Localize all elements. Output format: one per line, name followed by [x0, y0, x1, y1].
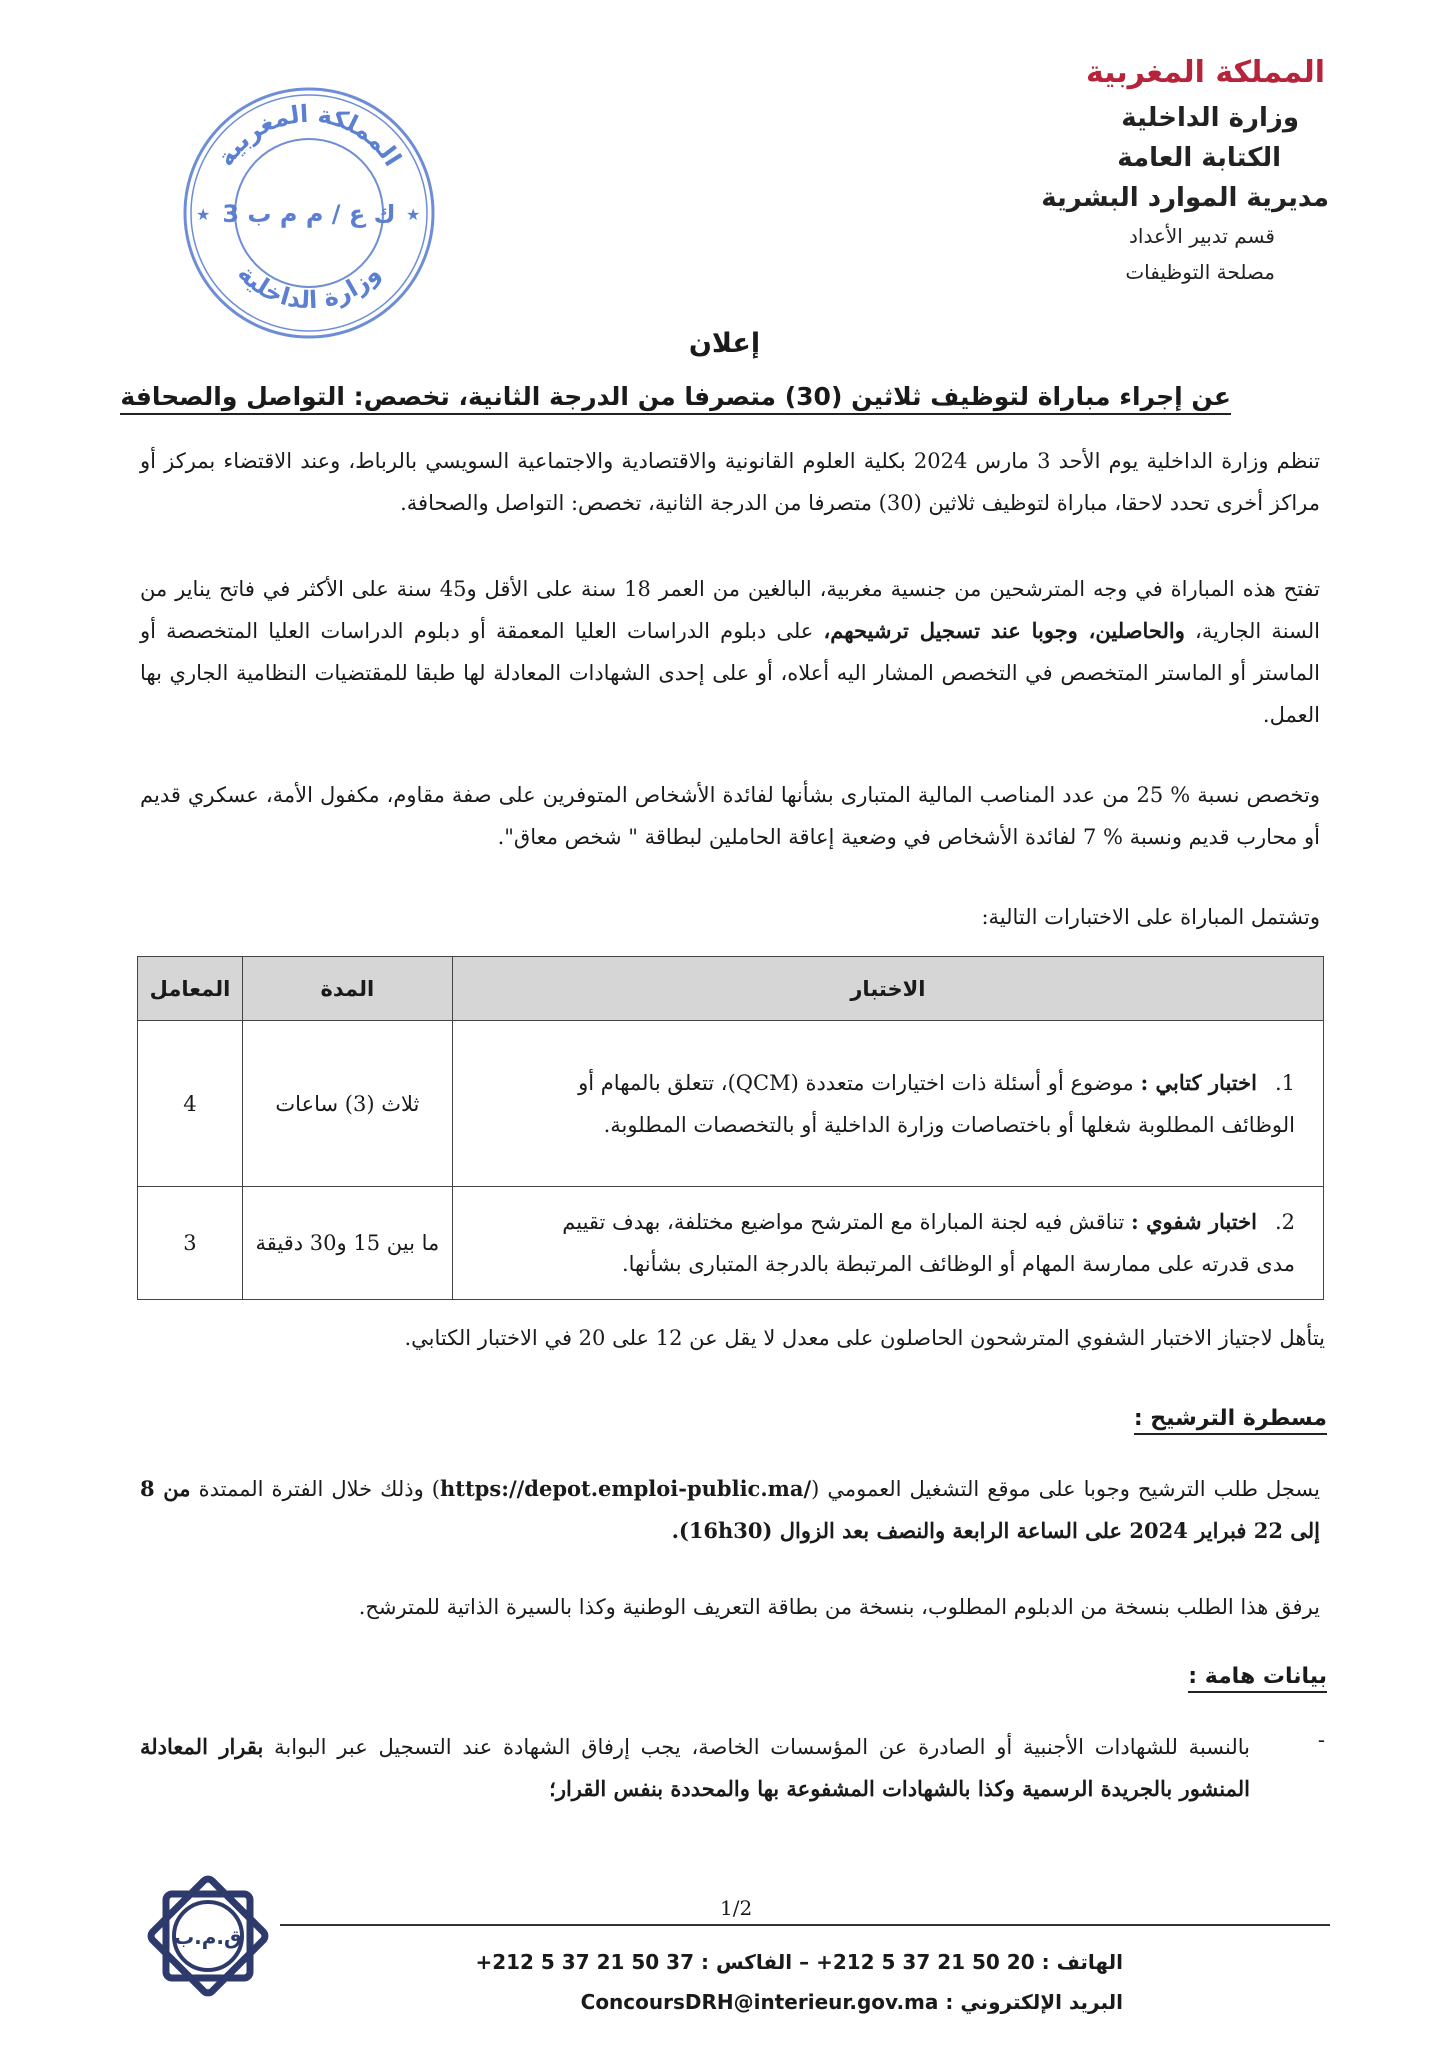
application-text-a: يسجل طلب الترشيح وجوبا على موقع التشغيل العمومي ( [811, 1477, 1321, 1501]
notes-title: بيانات هامة : [1188, 1664, 1327, 1693]
application-text-b: ) وذلك خلال الفترة الممتدة [190, 1477, 441, 1501]
notes-dash: - [1317, 1728, 1325, 1752]
paragraph-eligibility [140, 568, 1320, 736]
eligibility-text-bold: والحاصلين، وجوبا عند تسجيل ترشيحهم، [823, 618, 1185, 643]
paragraph-application [140, 1468, 1320, 1552]
fax-number: +212 5 37 21 50 37 [475, 1950, 695, 1974]
application-deadline: من 8 إلى 22 فبراير 2024 على الساعة الرابعة والنصف بعد الزوال (16h30). [140, 1476, 1320, 1543]
header-test: الاختبار [452, 957, 1323, 1021]
eligibility-text-a: تفتح هذه المباراة في وجه المترشحين من جنسية مغربية، البالغين من العمر 18 سنة على الأقل و45 سنة على الأكثر في فاتح يناير من السنة الجارية، [140, 577, 1321, 643]
announcement-title: إعلان [688, 328, 761, 359]
secretariat-name: الكتابة العامة [1117, 143, 1281, 173]
directorate-name: مديرية الموارد البشرية [1041, 183, 1329, 213]
announcement-subject: عن إجراء مباراة لتوظيف ثلاثين (30) متصرفا من الدرجة الثانية، تخصص: التواصل والصحافة [120, 382, 1231, 415]
test-desc-text: تناقش فيه لجنة المباراة مع المترشح مواضيع مختلفة، بهدف تقييم مدى قدرته على ممارسة المهام أو الوظائف المرتبطة بالدرجة المتبارى بشأنها. [562, 1210, 1295, 1276]
division-name: قسم تدبير الأعداد [1129, 224, 1275, 248]
stamp-inner-text: ك ع / م م ب 3 [222, 200, 396, 228]
email-label: البريد الإلكتروني : [945, 1990, 1123, 2014]
email-address[interactable]: ConcoursDRH@interieur.gov.ma [580, 1990, 939, 2014]
paragraph-quotas: وتخصص نسبة % 25 من عدد المناصب المالية المتبارى بشأنها لفائدة الأشخاص المتوفرين على صفة مقاوم، مكفول الأمة، عسكري قديم أو محارب قديم ونسبة % 7 لفائدة الأشخاص في وضعية إعاقة الحاملين لبطاقة " شخص معاق". [140, 783, 1320, 849]
paragraph-exam-date: تنظم وزارة الداخلية يوم الأحد 3 مارس 2024 بكلية العلوم القانونية والاقتصادية والاجتماعية السويسي بالرباط، وعند الاقتضاء بمركز أو مراكز أخرى تحدد لاحقا، مباراة لتوظيف ثلاثين (30) متصرفا من الدرجة الثانية، تخصص: التواصل والصحافة. [140, 449, 1321, 515]
fax-label: – الفاكس : [701, 1950, 810, 1974]
ministry-stamp [178, 82, 440, 344]
test-number: 2. [1274, 1210, 1295, 1234]
table-row [138, 1021, 1324, 1187]
test-coefficient: 3 [138, 1187, 243, 1300]
notes-item-text-a: بالنسبة للشهادات الأجنبية أو الصادرة عن المؤسسات الخاصة، يجب إرفاق الشهادة عند التسجيل عبر البوابة [263, 1735, 1250, 1759]
ministry-name: وزارة الداخلية [1121, 103, 1299, 133]
application-title: مسطرة الترشيح : [1134, 1406, 1327, 1435]
footer-contact-phone [475, 1950, 1123, 1974]
svg-text:وزارة الداخلية [232, 259, 386, 314]
table-header-row [138, 957, 1324, 1021]
test-description [452, 1187, 1323, 1300]
test-duration: ثلاث (3) ساعات [242, 1021, 452, 1187]
stamp-star-left-icon: ★ [196, 205, 211, 224]
footer-divider [280, 1924, 1330, 1926]
header-duration: المدة [242, 957, 452, 1021]
oral-qualification-note: يتأهل لاجتياز الاختبار الشفوي المترشحون الحاصلون على معدل لا يقل عن 12 على 20 في الاختبار الكتابي. [404, 1326, 1325, 1350]
application-url-link[interactable]: https://depot.emploi-public.ma/ [440, 1476, 812, 1501]
logo-text: ق.م.ب [174, 1925, 242, 1949]
letterhead [869, 48, 1329, 290]
test-name: اختبار شفوي : [1131, 1209, 1257, 1234]
test-coefficient: 4 [138, 1021, 243, 1187]
phone-label: الهاتف : [1041, 1950, 1123, 1974]
paragraph-attachments: يرفق هذا الطلب بنسخة من الدبلوم المطلوب، بنسخة من بطاقة التعريف الوطنية وكذا بالسيرة الذاتية للمترشح. [358, 1595, 1320, 1619]
table-row [138, 1187, 1324, 1300]
stamp-outer-text: المملكة المغربية [211, 99, 407, 172]
kingdom-title: المملكة المغربية [1085, 55, 1325, 90]
footer-contact-email [581, 1990, 1123, 2014]
exams-table [137, 956, 1324, 1300]
paragraph-tests-intro: وتشتمل المباراة على الاختبارات التالية: [981, 905, 1320, 929]
page-number: 1/2 [720, 1896, 753, 1920]
test-description [452, 1021, 1323, 1187]
notes-item-text-bold: بقرار المعادلة المنشور بالجريدة الرسمية وكذا بالشهادات المشفوعة بها والمحددة بنفس القرار؛ [140, 1734, 1250, 1801]
service-name: مصلحة التوظيفات [1125, 260, 1275, 284]
eligibility-text-c: على دبلوم الدراسات العليا المعمقة أو دبلوم الدراسات العليا المتخصصة أو الماستر أو الماستر المتخصص في التخصص المشار اليه أعلاه، أو على إحدى الشهادات المعادلة لها طبقا للمقتضيات النظامية الجاري بها العمل. [140, 619, 1320, 727]
header-coefficient: المعامل [138, 957, 243, 1021]
stamp-bottom-text: وزارة الداخلية [232, 259, 386, 315]
phone-number: +212 5 37 21 50 20 [816, 1950, 1035, 1974]
ministry-logo-icon [138, 1866, 278, 2006]
test-number: 1. [1274, 1070, 1295, 1095]
test-desc-text: موضوع أو أسئلة ذات اختيارات متعددة (QCM)، تتعلق بالمهام أو الوظائف المطلوبة شغلها أو باختصاصات وزارة الداخلية أو بالتخصصات المطلوبة. [578, 1070, 1295, 1137]
notes-item [140, 1726, 1250, 1810]
test-name: اختبار كتابي : [1140, 1069, 1257, 1095]
test-duration: ما بين 15 و30 دقيقة [242, 1187, 452, 1300]
stamp-star-right-icon: ★ [406, 205, 421, 224]
